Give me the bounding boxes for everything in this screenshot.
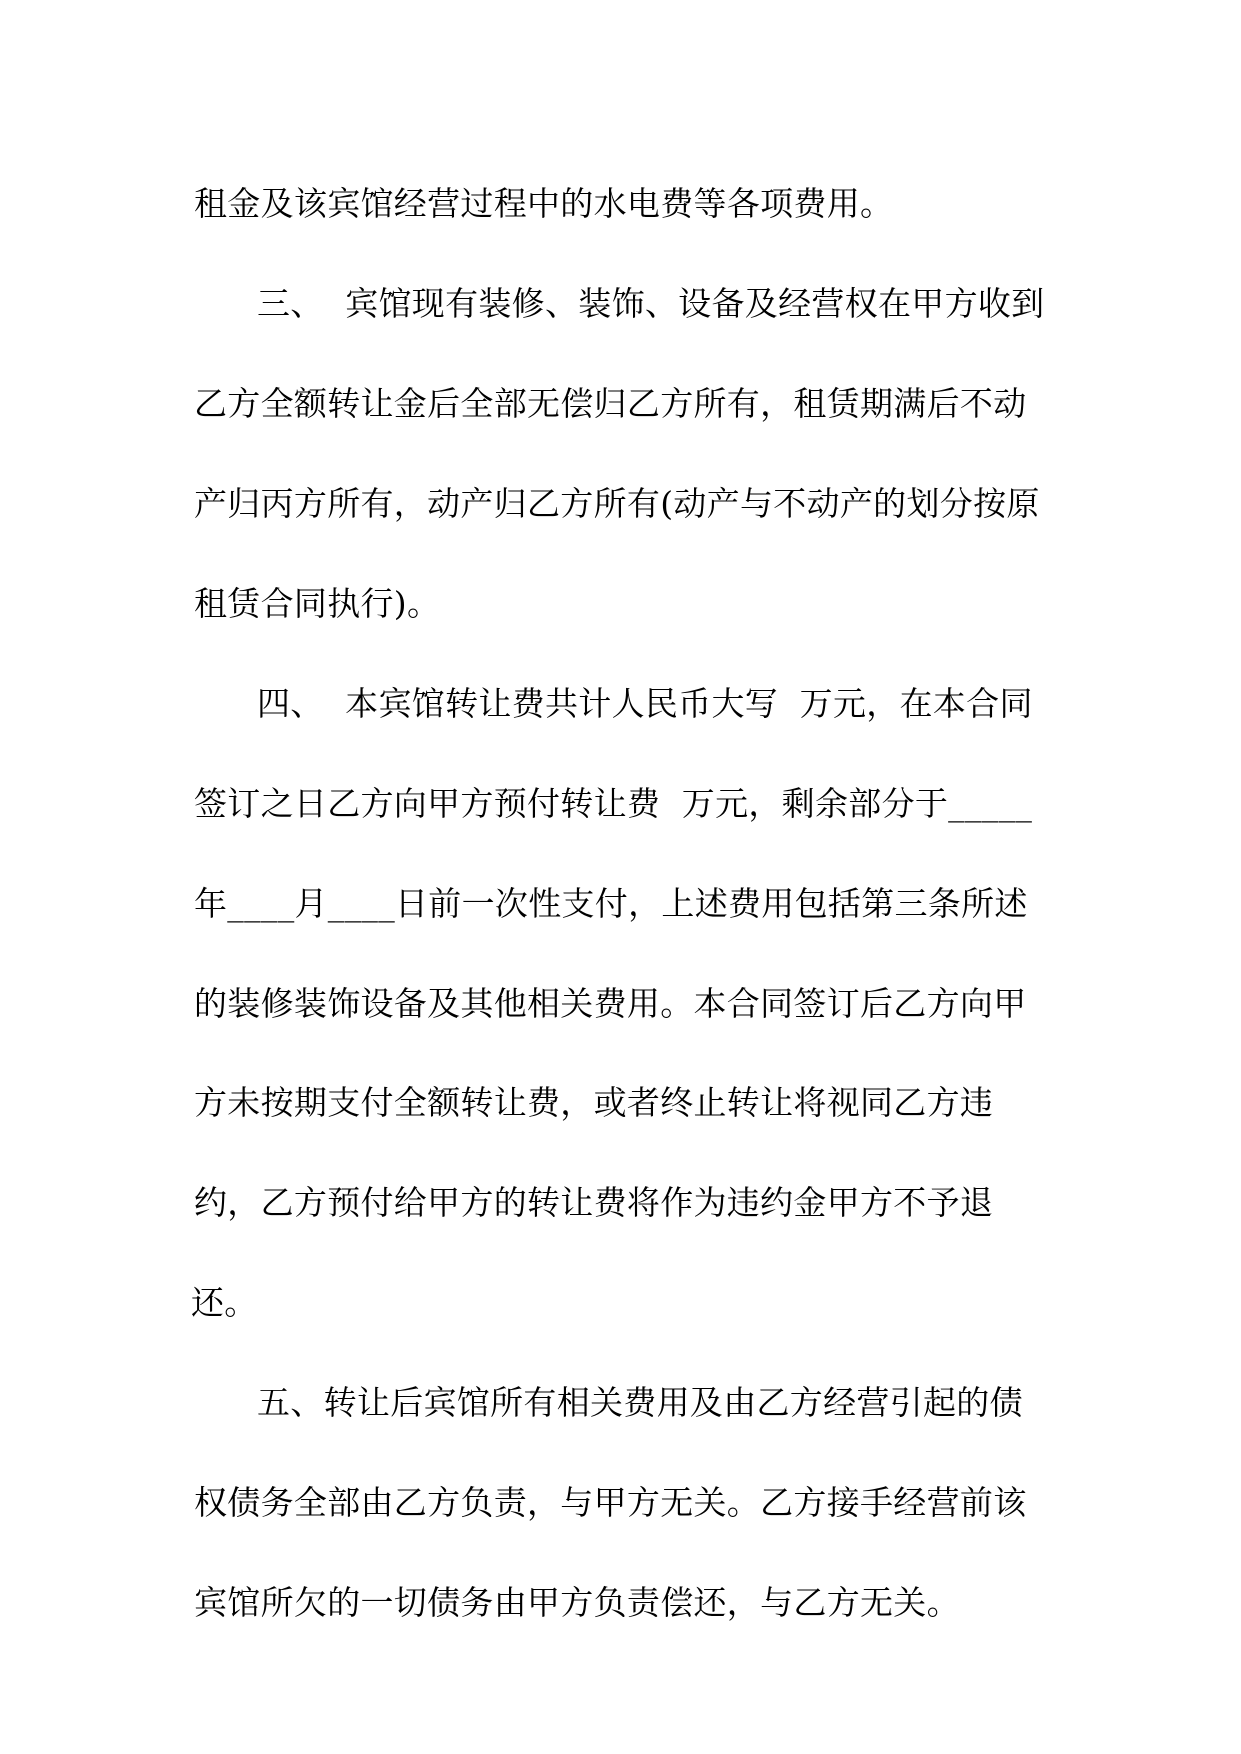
text-line: 租金及该宾馆经营过程中的水电费等各项费用。: [194, 184, 894, 223]
clause-5-heading-line: 五、转让后宾馆所有相关费用及由乙方经营引起的债: [257, 1383, 1023, 1422]
text-line: 方未按期支付全额转让费，或者终止转让将视同乙方违: [194, 1083, 994, 1122]
clause-3-heading-line: 三、 宾馆现有装修、装饰、设备及经营权在甲方收到: [257, 284, 1045, 323]
text-line: 乙方全额转让金后全部无偿归乙方所有，租赁期满后不动: [194, 384, 1027, 423]
text-line: 的装修装饰设备及其他相关费用。本合同签订后乙方向甲: [194, 984, 1027, 1023]
clause-4-heading-line: 四、 本宾馆转让费共计人民币大写 万元，在本合同: [257, 684, 1033, 723]
text-line: 产归丙方所有，动产归乙方所有(动产与不动产的划分按原: [194, 484, 1040, 523]
text-line: 约，乙方预付给甲方的转让费将作为违约金甲方不予退: [194, 1183, 994, 1222]
text-line: 签订之日乙方向甲方预付转让费 万元，剩余部分于_____: [194, 784, 1033, 823]
text-line: 权债务全部由乙方负责，与甲方无关。乙方接手经营前该: [194, 1483, 1027, 1522]
text-line: 还。: [191, 1283, 258, 1322]
text-line: 宾馆所欠的一切债务由甲方负责偿还，与乙方无关。: [194, 1583, 960, 1622]
text-line: 租赁合同执行)。: [194, 584, 441, 623]
text-line: 年____月____日前一次性支付，上述费用包括第三条所述: [194, 884, 1028, 923]
